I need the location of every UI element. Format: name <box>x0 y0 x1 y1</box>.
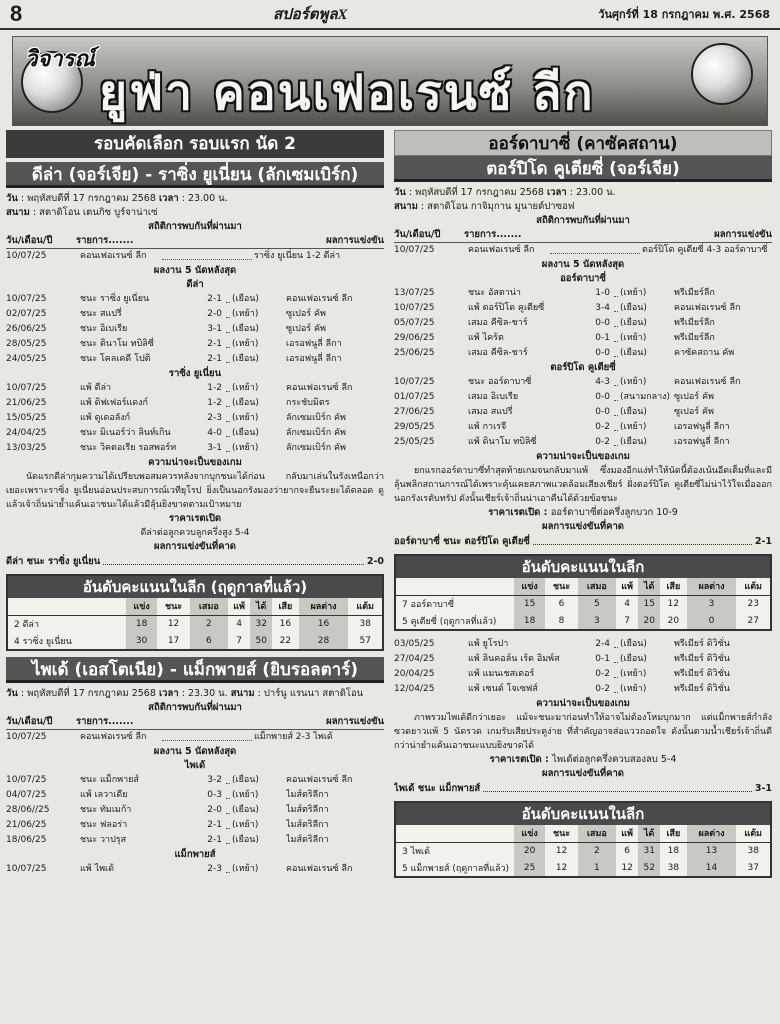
form-row: 13/07/25 ชนะ อัสตาน่า 1-0 (เหย้า) พรีเมียร์ลีก <box>394 288 715 298</box>
match-date-line: วัน : พฤหัสบดีที่ 17 กรกฎาคม 2568 เวลา : 23.00 น. <box>394 187 616 198</box>
table-col-header: ชนะ <box>157 598 190 615</box>
match-title: ไพเด้ (เอสโตเนีย) - แม็กพายส์ (ยิบรอลตาร์) <box>6 657 384 683</box>
standings-table <box>394 554 772 631</box>
standings-row: 4 ราซิ่ง ยูเนี่ยน 30 17 6 7 50 22 28 57 <box>8 632 382 649</box>
table-col-header: ชนะ <box>545 825 578 842</box>
h2h-row: 10/07/25 คอนเฟอเรนซ์ ลีก แม็กพายส์ 2-3 ไพเด้ <box>6 732 333 742</box>
form-row: 21/06/25 ชนะ ฟลอร่า 2-1 (เหย้า) ไมส์ตริลีกา <box>6 820 329 830</box>
form-row: 02/07/25 ชนะ สแปรี่ 2-0 (เหย้า) ซูเปอร์ คัพ <box>6 309 326 319</box>
football-icon <box>691 43 753 105</box>
team-a-name: ดีล่า <box>186 279 204 290</box>
banner-headline: ยูฟ่า คอนเฟอเรนซ์ ลีก <box>99 65 595 121</box>
table-col-header: แข่ง <box>126 598 157 615</box>
form-row: 25/06/25 เสมอ คีซิล-ชาร์ 0-0 (เยือน) คาซัคสถาน คัพ <box>394 348 735 358</box>
probability-title: ความน่าจะเป็นของเกม <box>536 698 630 709</box>
prediction-line: ออร์ดาบาซี่ ชนะ ตอร์ปิโด คูเตียซี่ 2-1 <box>394 536 772 547</box>
team-a-form-list <box>6 292 384 367</box>
odds-text: ดีล่าต่อลูกควบลูกครึ่งสูง 5-4 <box>140 528 250 538</box>
table-col-header: แพ้ <box>228 598 250 615</box>
match-venue-line: สนาม : สตาดิโอน เตนกิซ บูร์จาน่าเซ่ <box>6 207 158 218</box>
match-venue-line: สนาม : สตาดิโอน กาจิมุกาน มูนายด์ปาซอฟ <box>394 201 575 212</box>
table-col-header: ผลต่าง <box>687 578 737 595</box>
form-row: 29/05/25 แพ้ กาเรจี 0-2 (เหย้า) เอรอฟนูลี่ ลีกา <box>394 422 730 432</box>
table-col-header: แพ้ <box>616 825 638 842</box>
form-row: 10/07/25 แพ้ ตอร์ปิโด คูเตียซี่ 3-4 (เยือน) คอนเฟอเรนซ์ ลีก <box>394 303 741 313</box>
team-a-form-list <box>6 773 384 848</box>
analysis-text: นัดแรกดีล่ากุมความได้เปรียบพอสมควรหลังจากบุกชนะได้ก่อน กลับมาเล่นในรังเหนือกว่าเยอะเพราะราซิ่ง ยูเนี่ยนอ่อนประสบการณ์เวทียุโรป ยิ่งเป็นนอกรังมองว่ายากจะยืนระยะได้ตลอด ดูแล้วเจ้าถิ่นน่าย้ำแค้นเอาชนะได้แล้วมีลุ้นยิงขาดตามเป้าหมาย <box>6 472 384 510</box>
match-date-line: วัน : พฤหัสบดีที่ 17 กรกฎาคม 2568 เวลา : 23.30 น. สนาม : ปาร์นู แรนนา สตาดิโอน <box>6 688 364 699</box>
banner-kicker: วิจารณ์ <box>25 47 95 72</box>
h2h-title: สถิติการพบกันที่ผ่านมา <box>148 221 242 232</box>
standings-row: 2 ดีล่า 18 12 2 4 32 16 16 38 <box>8 615 382 632</box>
h2h-title: สถิติการพบกันที่ผ่านมา <box>148 702 242 713</box>
page-header <box>0 0 780 30</box>
team-b-name: ตอร์ปิโด คูเตียซี่ <box>550 362 616 373</box>
form-row: 01/07/25 เสมอ อิเบเรีย 0-0 (สนามกลาง) ซูเปอร์ คัพ <box>394 392 714 402</box>
form-row: 10/07/25 แพ้ ไพเด้ 2-3 (เหย้า) คอนเฟอเรนซ์ ลีก <box>6 864 353 874</box>
last5-title: ผลงาน 5 นัดหลังสุด <box>541 259 625 270</box>
form-row: 18/06/25 ชนะ วาปรุส 2-1 (เยือน) ไมส์ตริลีกา <box>6 835 329 845</box>
team-b-form-list <box>6 862 384 877</box>
section-title: ออร์ดาบาซี่ (คาซัคสถาน) <box>394 130 772 156</box>
banner <box>12 36 768 126</box>
probability-title: ความน่าจะเป็นของเกม <box>536 451 630 462</box>
match-date-line: วัน : พฤหัสบดีที่ 17 กรกฎาคม 2568 เวลา : 23.00 น. <box>6 193 228 204</box>
h2h-title: สถิติการพบกันที่ผ่านมา <box>536 215 630 226</box>
standings-table <box>6 574 384 651</box>
table-col-header: แพ้ <box>616 578 638 595</box>
table-col-header: ชนะ <box>545 578 578 595</box>
form-row: 10/07/25 ชนะ ราซิ่ง ยูเนี่ยน 2-1 (เยือน) คอนเฟอเรนซ์ ลีก <box>6 294 353 304</box>
standings-header-row <box>8 598 382 615</box>
h2h-header: วัน/เดือน/ปี รายการ....... ผลการแข่งขัน <box>6 715 384 730</box>
standings-header-row <box>396 578 770 595</box>
form-row: 25/05/25 แพ้ ดินาโม ทบิลิซี่ 0-2 (เยือน) เอรอฟนูลี่ ลีกา <box>394 437 730 447</box>
team-b-form-list-continued <box>394 637 772 697</box>
form-row: 10/07/25 ชนะ แม็กพายส์ 3-2 (เยือน) คอนเฟอเรนซ์ ลีก <box>6 775 353 785</box>
standings-row: 5 คูเตียซี่ (ฤดูกาลที่แล้ว) 18 8 3 7 20 20 0 27 <box>396 612 770 629</box>
team-a-form-list <box>394 286 772 361</box>
page-number: 8 <box>10 1 23 26</box>
h2h-row: 10/07/25 คอนเฟอเรนซ์ ลีก ตอร์ปิโด คูเตียซี่ 4-3 ออร์ดาบาซี่ <box>394 245 768 255</box>
table-col-header: เสมอ <box>578 825 616 842</box>
table-col-header: เสีย <box>660 825 686 842</box>
odds-title: ราคาเรตเปิด : ออร์ดาบาซี่ต่อครึ่งลูกบวก 10-9 <box>488 507 678 518</box>
form-row: 27/06/25 เสมอ สแปรี่ 0-0 (เยือน) ซูเปอร์ คัพ <box>394 407 714 417</box>
form-row: 05/07/25 เสมอ คีซิล-ชาร์ 0-0 (เยือน) พรีเมียร์ลีก <box>394 318 715 328</box>
prediction-line: ไพเด้ ชนะ แม็กพายส์ 3-1 <box>394 783 772 794</box>
standings-table <box>394 801 772 878</box>
table-col-header: เสีย <box>660 578 686 595</box>
form-row: 27/04/25 แพ้ ลินคอล์น เร้ด อิมพ์ส 0-1 (เยือน) พรีเมียร์ ดิวิชั่น <box>394 654 730 664</box>
form-row: 13/03/25 ชนะ วิคตอเรีย รอสพอร์ท 3-1 (เหย้า) ลักเซมเบิร์ก คัพ <box>6 443 346 453</box>
team-b-name: แม็กพายส์ <box>174 849 216 860</box>
match-title: ดีล่า (จอร์เจีย) - ราซิ่ง ยูเนี่ยน (ลักเซมเบิร์ก) <box>6 162 384 188</box>
team-b-form-list <box>6 381 384 456</box>
form-row: 15/05/25 แพ้ ดูเดอลังก์ 2-3 (เหย้า) ลักเซมเบิร์ก คัพ <box>6 413 346 423</box>
h2h-header: วัน/เดือน/ปี รายการ....... ผลการแข่งขัน <box>6 234 384 249</box>
team-a-name: ออร์ดาบาซี่ <box>560 273 606 284</box>
right-column <box>394 130 772 1020</box>
table-col-header: ผลต่าง <box>687 825 737 842</box>
standings-title: อันดับคะแนนในลีก <box>396 556 770 578</box>
form-row: 28/05/25 ชนะ ดินาโม ทบิลิซี่ 2-1 (เหย้า) เอรอฟนูลี่ ลีกา <box>6 339 342 349</box>
table-col-header: ได้ <box>250 598 272 615</box>
standings-header-row <box>396 825 770 842</box>
h2h-row: 10/07/25 คอนเฟอเรนซ์ ลีก ราซิ่ง ยูเนี่ยน 1-2 ดีล่า <box>6 251 341 261</box>
table-col-header: แข่ง <box>514 825 545 842</box>
form-row: 24/05/25 ชนะ โคลเคดี โปติ 2-1 (เยือน) เอรอฟนูลี่ ลีกา <box>6 354 342 364</box>
form-row: 12/04/25 แพ้ เซนต์ โจเซฟส์ 0-2 (เหย้า) พรีเมียร์ ดิวิชั่น <box>394 684 730 694</box>
form-row: 21/06/25 แพ้ ดิฟเฟอร์แดงก์ 1-2 (เยือน) กระชับมิตร <box>6 398 330 408</box>
table-col-header: แข่ง <box>514 578 545 595</box>
publication-date: วันศุกร์ที่ 18 กรกฎาคม พ.ศ. 2568 <box>598 8 770 21</box>
team-b-name: ราซิ่ง ยูเนี่ยน <box>168 368 222 379</box>
form-row: 24/04/25 ชนะ มิเนอร์ว่า ลินท์เกิน 4-0 (เยือน) ลักเซมเบิร์ก คัพ <box>6 428 346 438</box>
form-row: 04/07/25 แพ้ เลวาเดีย 0-3 (เหย้า) ไมส์ตริลีกา <box>6 790 329 800</box>
predicted-title: ผลการแข่งขันที่คาด <box>542 521 624 532</box>
form-row: 03/05/25 แพ้ ยูโรปา 2-4 (เยือน) พรีเมียร์ ดิวิชั่น <box>394 639 730 649</box>
standings-row: 3 ไพเด้ 20 12 2 6 31 18 13 38 <box>396 842 770 859</box>
form-row: 20/04/25 แพ้ แมนเชสเตอร์ 0-2 (เหย้า) พรีเมียร์ ดิวิชั่น <box>394 669 730 679</box>
team-a-name: ไพเด้ <box>184 760 206 771</box>
odds-title: ราคาเรตเปิด <box>168 513 222 524</box>
h2h-header: วัน/เดือน/ปี รายการ....... ผลการแข่งขัน <box>394 228 772 243</box>
match-title: ตอร์ปิโด คูเตียซี่ (จอร์เจีย) <box>394 156 772 182</box>
table-col-header: เสีย <box>272 598 298 615</box>
form-row: 26/06/25 ชนะ อิเบเรีย 3-1 (เยือน) ซูเปอร์ คัพ <box>6 324 326 334</box>
table-col-header: ได้ <box>638 825 660 842</box>
form-row: 28/06//25 ชนะ ทัมเมก้า 2-0 (เยือน) ไมส์ตริลีกา <box>6 805 329 815</box>
predicted-title: ผลการแข่งขันที่คาด <box>154 541 236 552</box>
predicted-title: ผลการแข่งขันที่คาด <box>542 768 624 779</box>
masthead-logo: สปอร์ตพูลX <box>272 7 348 23</box>
team-b-form-list <box>394 375 772 450</box>
table-col-header: เสมอ <box>190 598 228 615</box>
analysis-text: ยกแรกออร์ดาบาซี่ทำสุดท้ายเกมจนกลับมาแพ้ ซึ่งมองอีกแง่ทำให้นัดนี้ต้องเน้นอีดเต็มที่และมีลุ้นพลิกสถานการณ์ได้เพราะคุ้นเคยสภาพแวดล้อมเสียงเชียร์ ฝั่งตอร์ปิโด คูเตียซี่ไม่น่าไว้ใจเมื่อออกนอกรังเรตับทรัป ดังนั้นเชียร์เจ้าถิ่นน่าเอาคืนได้ด้วยข้อชนะ <box>394 466 772 504</box>
last5-title: ผลงาน 5 นัดหลังสุด <box>153 746 237 757</box>
table-col-header: แต้ม <box>736 578 770 595</box>
table-col-header: แต้ม <box>736 825 770 842</box>
table-col-header: ผลต่าง <box>299 598 349 615</box>
table-col-header: แต้ม <box>348 598 382 615</box>
form-row: 29/06/25 แพ้ ไคร้ต 0-1 (เหย้า) พรีเมียร์ลีก <box>394 333 715 343</box>
table-col-header: เสมอ <box>578 578 616 595</box>
form-row: 10/07/25 แพ้ ดีล่า 1-2 (เหย้า) คอนเฟอเรนซ์ ลีก <box>6 383 353 393</box>
table-col-header: ได้ <box>638 578 660 595</box>
probability-title: ความน่าจะเป็นของเกม <box>148 457 242 468</box>
round-title: รอบคัดเลือก รอบแรก นัด 2 <box>6 130 384 158</box>
prediction-line: ดีล่า ชนะ ราซิ่ง ยูเนี่ยน 2-0 <box>6 556 384 567</box>
left-column <box>6 130 384 1020</box>
standings-row: 7 ออร์ดาบาซี่ 15 6 5 4 15 12 3 23 <box>396 595 770 612</box>
standings-title: อันดับคะแนนในลีก <box>396 803 770 825</box>
odds-title: ราคาเรตเปิด : ไพเด้ต่อลูกครึ่งควบสองลบ 5-4 <box>489 754 677 765</box>
last5-title: ผลงาน 5 นัดหลังสุด <box>153 265 237 276</box>
analysis-text: ภาพรวมไพเด้ดีกว่าเยอะ แม้จะชนะมาก่อนทำให้อาจไม่ต้องโหมบุกมาก แต่แม็กพายส์กำลังซวดยาวแพ้ 5 นัดรวด เกมรับเสียประตูง่าย ที่สำคัญอาจส่อแววถอดใจ ดังนั้นตามน้ำเชียร์เจ้าถิ่นดีกว่าน่ายำแค้นเอาชนะแบบยิงขาดได้ <box>394 713 772 751</box>
standings-title: อันดับคะแนนในลีก (ฤดูกาลที่แล้ว) <box>8 576 382 598</box>
standings-row: 5 แม็กพายส์ (ฤดูกาลที่แล้ว) 25 12 1 12 52 38 14 37 <box>396 859 770 876</box>
form-row: 10/07/25 ชนะ ออร์ดาบาซี่ 4-3 (เหย้า) คอนเฟอเรนซ์ ลีก <box>394 377 741 387</box>
